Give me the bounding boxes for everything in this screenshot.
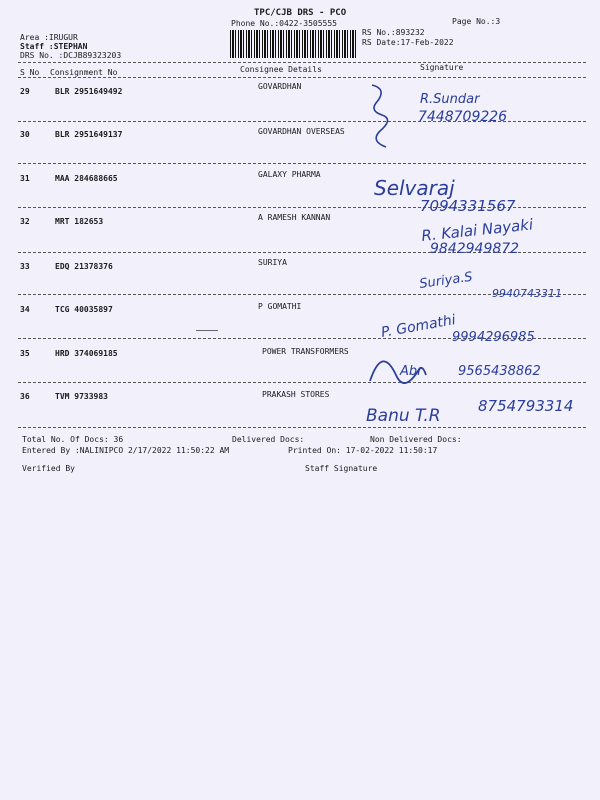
row-sno: 33 — [20, 262, 30, 271]
signature-name: Selvaraj — [374, 176, 455, 200]
row-consignment: TCG 40035897 — [55, 305, 113, 314]
row-consignee: SURIYA — [258, 258, 287, 267]
signature-name: R.Sundar — [420, 92, 480, 107]
signature-name: Banu T.R — [366, 406, 441, 426]
signature-phone: 9994296985 — [452, 330, 535, 345]
signature-area — [360, 75, 590, 435]
col-consignee: Consignee Details — [240, 65, 322, 74]
signature-name: R. Kalai Nayaki — [420, 215, 534, 245]
stray-mark — [196, 330, 218, 331]
col-consignment: Consignment No — [50, 68, 118, 77]
row-sno: 35 — [20, 349, 30, 358]
signature-phone: 8754793314 — [478, 397, 574, 415]
delivered-docs: Delivered Docs: — [232, 435, 305, 444]
signature-phone: 7448709226 — [418, 109, 508, 125]
row-consignee: GOVARDHAN — [258, 82, 302, 91]
row-consignment: MRT 182653 — [55, 217, 104, 226]
row-consignment: BLR 2951649492 — [55, 87, 123, 96]
row-consignee: GALAXY PHARMA — [258, 170, 321, 179]
area-field: Area :IRUGUR — [20, 33, 78, 42]
phone-number: Phone No.:0422-3505555 — [231, 19, 337, 28]
row-sno: 32 — [20, 217, 30, 226]
header-divider — [18, 62, 586, 63]
row-sno: 29 — [20, 87, 30, 96]
page-number: Page No.:3 — [452, 17, 501, 26]
signature-name: Suriya.S — [418, 269, 474, 292]
total-docs: Total No. Of Docs: 36 — [22, 435, 124, 444]
row-consignment: TVM 9733983 — [55, 392, 108, 401]
verified-by: Verified By — [22, 464, 75, 473]
signature-name: Abr — [400, 364, 423, 379]
signature-phone: 9940743311 — [492, 287, 562, 300]
row-sno: 31 — [20, 174, 30, 183]
signature-phone: 9565438862 — [458, 364, 541, 379]
staff-field: Staff :STEPHAN — [20, 42, 88, 51]
staff-signature: Staff Signature — [305, 464, 378, 473]
row-sno: 34 — [20, 305, 30, 314]
row-consignment: BLR 2951649137 — [55, 130, 123, 139]
row-consignee: P GOMATHI — [258, 302, 302, 311]
rs-number: RS No.:893232 — [362, 28, 425, 37]
row-consignee: GOVARDHAN OVERSEAS — [258, 127, 345, 136]
row-consignment: HRD 374069185 — [55, 349, 118, 358]
row-sno: 36 — [20, 392, 30, 401]
row-consignment: EDQ 21378376 — [55, 262, 113, 271]
col-sno: S No — [20, 68, 40, 77]
col-signature: Signature — [420, 63, 464, 72]
rs-date: RS Date:17-Feb-2022 — [362, 38, 454, 47]
drs-number: DRS No. :DCJB89323203 — [20, 51, 122, 60]
non-delivered-docs: Non Delivered Docs: — [370, 435, 462, 444]
signature-phone: 9842949872 — [430, 241, 520, 257]
row-consignee: POWER TRANSFORMERS — [262, 347, 349, 356]
barcode — [230, 30, 356, 58]
document-title: TPC/CJB DRS - PCO — [254, 8, 347, 18]
row-consignment: MAA 284688665 — [55, 174, 118, 183]
printed-on: Printed On: 17-02-2022 11:50:17 — [288, 446, 438, 455]
entered-by: Entered By :NALINIPCO 2/17/2022 11:50:22 AM — [22, 446, 230, 455]
signature-phone: 7094331567 — [420, 197, 516, 215]
signature-name: P. Gomathi — [379, 312, 457, 341]
row-sno: 30 — [20, 130, 30, 139]
row-consignee: PRAKASH STORES — [262, 390, 330, 399]
row-consignee: A RAMESH KANNAN — [258, 213, 331, 222]
brace-mark — [372, 85, 388, 147]
